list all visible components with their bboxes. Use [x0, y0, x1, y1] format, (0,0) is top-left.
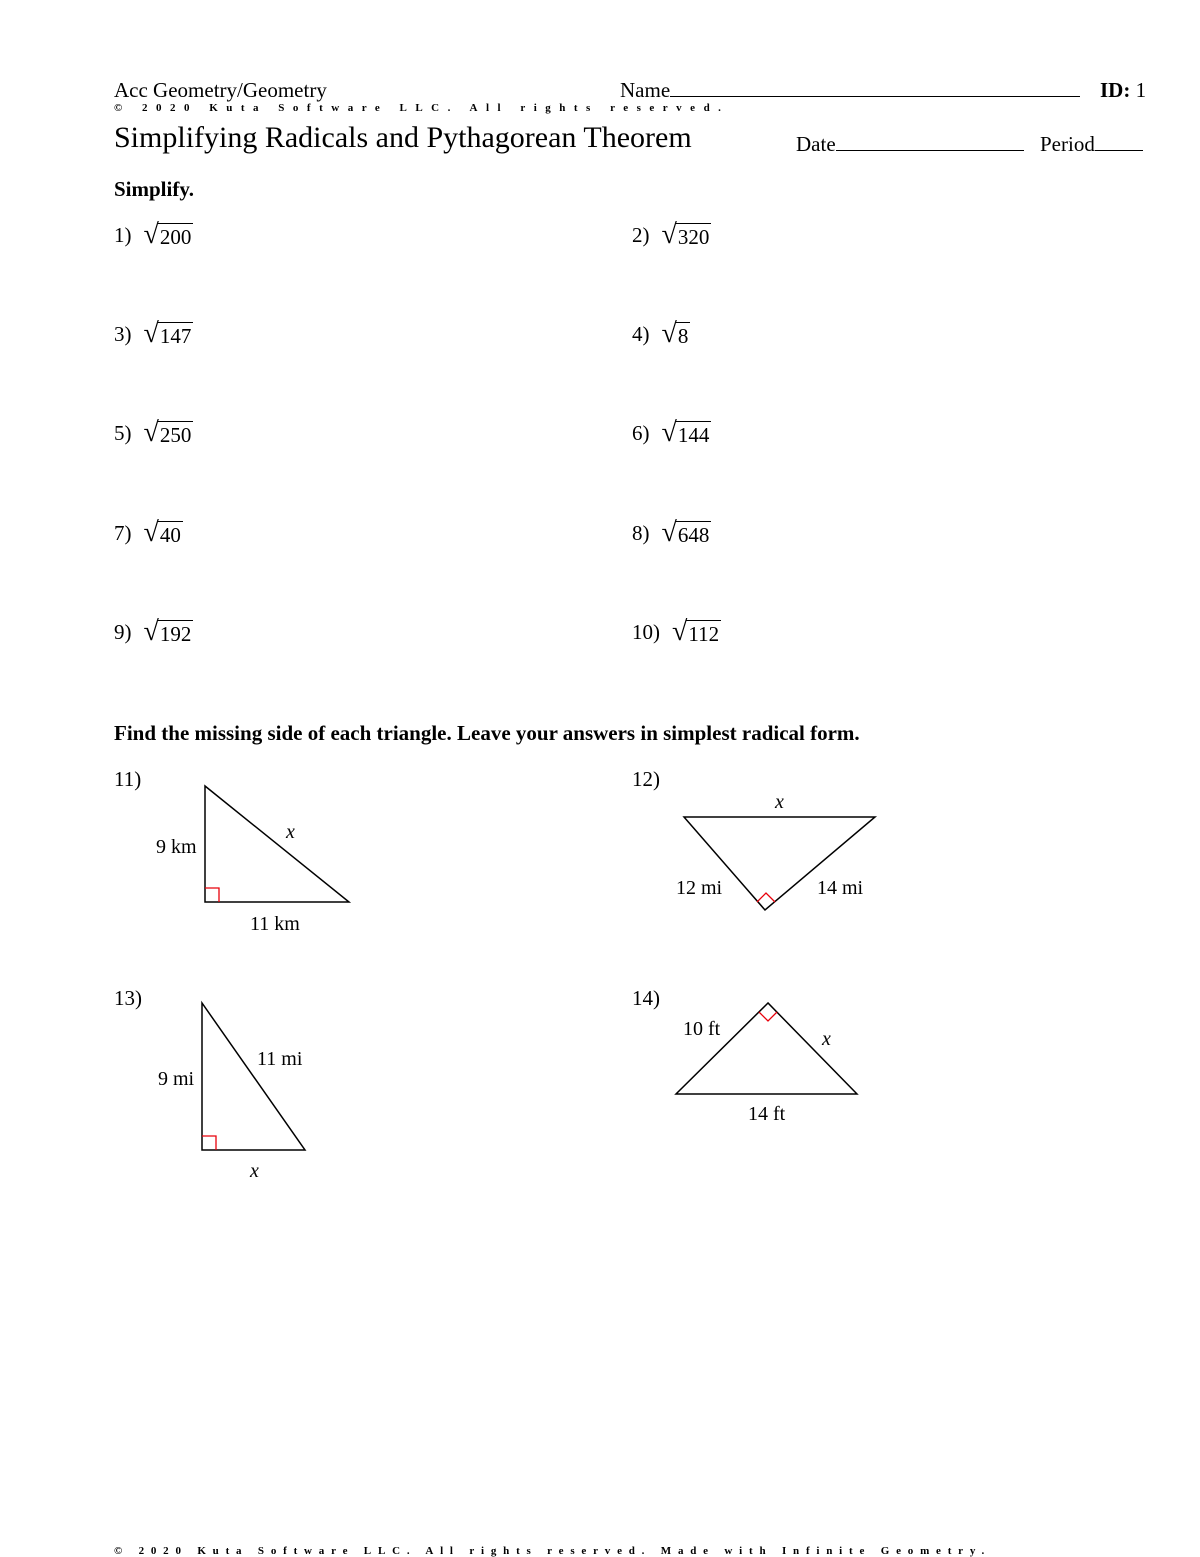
radical-sign-icon: √	[661, 417, 677, 448]
right-angle-marker-11	[205, 888, 219, 902]
problem-number: 8)	[632, 521, 650, 545]
radical-sign-icon: √	[143, 517, 159, 548]
problem-number: 5)	[114, 421, 132, 445]
problem-number: 2)	[632, 223, 650, 247]
course-name: Acc Geometry/Geometry	[114, 78, 327, 102]
date-label: Date	[796, 132, 836, 156]
triangle-12-right: 14 mi	[817, 877, 864, 899]
radical-sign-icon: √	[661, 517, 677, 548]
triangle-11-number: 11)	[114, 767, 142, 791]
triangle-13-leg-b: x	[250, 1160, 259, 1182]
triangle-12-left: 12 mi	[676, 877, 723, 899]
simplify-instruction: Simplify.	[114, 177, 194, 201]
right-angle-marker-13	[202, 1136, 216, 1150]
problem-number: 10)	[632, 620, 660, 644]
radicand: 144	[677, 423, 710, 447]
radical-sign-icon: √	[143, 219, 159, 250]
id-value: 1	[1135, 78, 1147, 102]
radicand: 147	[159, 324, 192, 348]
page-title: Simplifying Radicals and Pythagorean Theorem	[114, 121, 692, 154]
triangle-12-number: 12)	[632, 767, 660, 791]
radicand: 112	[688, 622, 720, 646]
radicand: 648	[677, 523, 710, 547]
triangle-12-top: x	[775, 791, 784, 813]
triangle-13-hyp: 11 mi	[257, 1048, 303, 1070]
radical-sign-icon: √	[143, 318, 159, 349]
problem-number: 6)	[632, 421, 650, 445]
period-label: Period	[1040, 132, 1095, 156]
triangle-11	[205, 786, 349, 902]
problem-number: 7)	[114, 521, 132, 545]
radicand: 200	[159, 225, 192, 249]
triangle-14-left: 10 ft	[683, 1018, 721, 1040]
triangle-11-leg-b: 11 km	[250, 913, 300, 935]
problem-number: 3)	[114, 322, 132, 346]
radical-sign-icon: √	[661, 318, 677, 349]
triangle-11-hyp: x	[286, 821, 295, 843]
radical-sign-icon: √	[143, 417, 159, 448]
copyright-top: © 2020 Kuta Software LLC. All rights reserved.	[114, 102, 730, 114]
triangle-13-number: 13)	[114, 986, 142, 1010]
triangle-14-base: 14 ft	[748, 1103, 786, 1125]
radical-sign-icon: √	[672, 616, 688, 647]
right-angle-marker-14	[759, 1012, 777, 1021]
radicand: 250	[159, 423, 192, 447]
radical-sign-icon: √	[143, 616, 159, 647]
radicand: 320	[677, 225, 710, 249]
name-label: Name	[620, 78, 671, 102]
radical-sign-icon: √	[661, 219, 677, 250]
triangle-13-leg-a: 9 mi	[158, 1068, 195, 1090]
right-angle-marker-12	[757, 893, 775, 902]
radicand: 40	[159, 523, 181, 547]
id-label: ID:	[1100, 78, 1131, 102]
radicand: 192	[159, 622, 192, 646]
triangle-instruction: Find the missing side of each triangle. Leave your answers in simplest radical form.	[114, 721, 860, 745]
triangle-13	[202, 1003, 305, 1150]
triangle-14-right: x	[822, 1028, 831, 1050]
triangle-14-number: 14)	[632, 986, 660, 1010]
triangle-11-leg-a: 9 km	[156, 836, 197, 858]
problem-number: 1)	[114, 223, 132, 247]
radicand: 8	[677, 324, 689, 348]
problem-number: 4)	[632, 322, 650, 346]
footer-copyright: © 2020 Kuta Software LLC. All rights reserved. Made with Infinite Geometry.	[114, 1545, 992, 1557]
problem-number: 9)	[114, 620, 132, 644]
